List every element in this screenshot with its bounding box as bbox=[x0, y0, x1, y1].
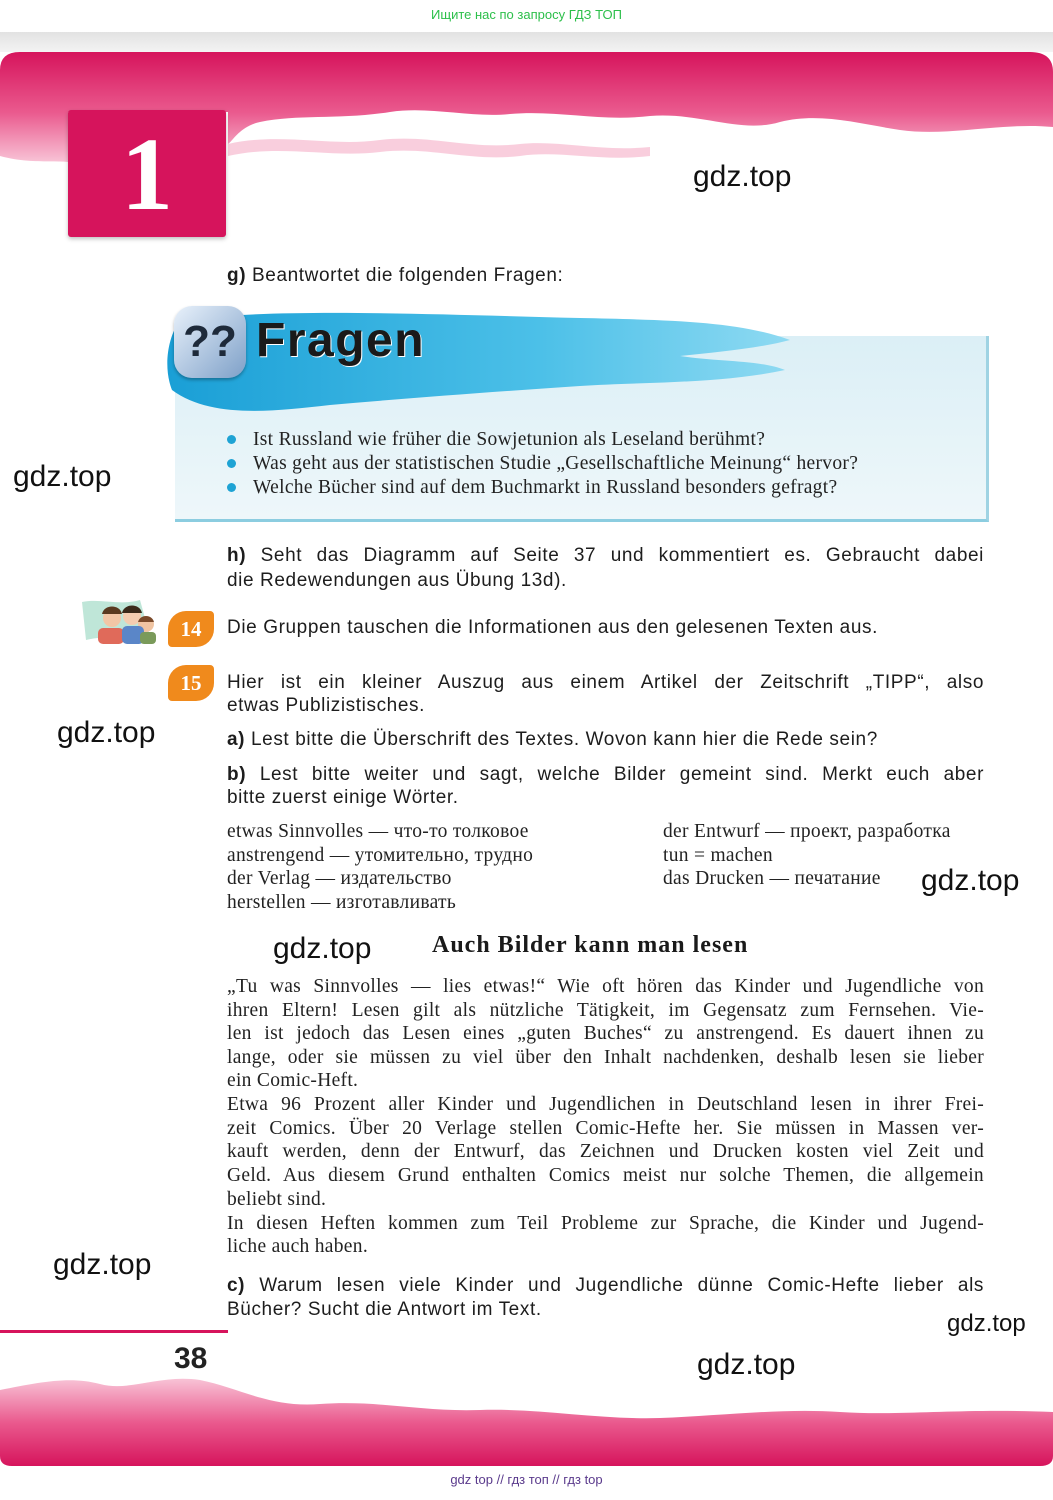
task-c-label: c) bbox=[227, 1275, 246, 1296]
bullet-dot-icon bbox=[227, 435, 236, 444]
vocab-left-1: etwas Sinnvolles — что-то толковое bbox=[227, 821, 529, 842]
bullet-dot-icon bbox=[227, 459, 236, 468]
task-h-text: Seht das Diagramm auf Seite 37 und kommentiert es. Gebraucht dabei bbox=[260, 545, 984, 566]
vocab-left-4: herstellen — изготавливать bbox=[227, 892, 457, 913]
watermark-3: gdz.top bbox=[13, 460, 112, 493]
task-g-text: Beantwortet die folgenden Fragen: bbox=[252, 265, 564, 286]
story-line-4: lange, oder sie müssen zu viel über den Inhalt nachdenken, deshalb lesen sie lieber bbox=[227, 1047, 984, 1068]
task-h-line-2: die Redewendungen aus Übung 13d). bbox=[227, 570, 567, 591]
story-title: Auch Bilder kann man lesen bbox=[432, 932, 749, 958]
vocab-left-2: anstrengend — утомительно, трудно bbox=[227, 845, 534, 866]
exercise-15-badge: 15 bbox=[168, 665, 214, 701]
story-line-8: kauft werden, denn der Entwurf, das Zeichnen und Drucken kosten viel Zeit und bbox=[227, 1141, 984, 1162]
watermark-7: gdz.top bbox=[53, 1248, 152, 1281]
story-line-11: In diesen Heften kommen zum Teil Probleme zur Sprache, die Kinder und Jugend- bbox=[227, 1213, 984, 1234]
vocab-right-3: das Drucken — печатание bbox=[663, 868, 881, 889]
watermark-6: gdz.top bbox=[273, 932, 372, 965]
task-a bbox=[227, 728, 878, 752]
question-3: Welche Bücher sind auf dem Buchmarkt in Russland besonders gefragt? bbox=[253, 477, 838, 498]
task-c-line-1 bbox=[227, 1274, 984, 1298]
header-gray-band bbox=[0, 32, 1053, 52]
page-number: 38 bbox=[174, 1342, 208, 1375]
task-h-line-1 bbox=[227, 544, 984, 568]
story-line-6: Etwa 96 Prozent aller Kinder und Jugendlichen in Deutschland lesen in ihrer Frei- bbox=[227, 1094, 984, 1115]
top-search-banner[interactable]: Ищите нас по запросу ГДЗ ТОП bbox=[431, 7, 622, 22]
story-line-10: beliebt sind. bbox=[227, 1189, 327, 1210]
watermark-1: gdz.top bbox=[693, 160, 792, 193]
watermark-8: gdz.top bbox=[947, 1310, 1026, 1337]
task-b-text: Lest bitte weiter und sagt, welche Bilder gemeint sind. Merkt euch aber bbox=[259, 764, 984, 785]
watermark-4: gdz.top bbox=[57, 716, 156, 749]
story-line-7: zeit Comics. Über 20 Verlage stellen Comic-Hefte her. Sie müssen in Massen ver- bbox=[227, 1118, 984, 1139]
footer-divider bbox=[0, 1330, 228, 1333]
bottom-links[interactable]: gdz top // гдз топ // гдз top bbox=[450, 1472, 603, 1487]
story-line-3: len ist jedoch das Lesen eines „guten Buches“ zu anstrengend. Es dauert ihnen zu bbox=[227, 1023, 984, 1044]
task-c-line-2: Bücher? Sucht die Antwort im Text. bbox=[227, 1299, 542, 1320]
watermark-5: gdz.top bbox=[921, 864, 1020, 897]
story-line-9: Geld. Aus diesem Grund enthalten Comics meist nur solche Themen, die allgemein bbox=[227, 1165, 984, 1186]
task-c-text: Warum lesen viele Kinder und Jugendliche dünne Comic-Hefte lieber als bbox=[259, 1275, 984, 1296]
task-b-label: b) bbox=[227, 764, 247, 785]
task-b-line-1 bbox=[227, 763, 984, 787]
watermark-9: gdz.top bbox=[697, 1348, 796, 1381]
question-1: Ist Russland wie früher die Sowjetunion als Leseland berühmt? bbox=[253, 429, 766, 450]
task-a-text: Lest bitte die Überschrift des Textes. Wovon kann hier die Rede sein? bbox=[251, 729, 878, 750]
task-a-label: a) bbox=[227, 729, 246, 750]
task-g-label: g) bbox=[227, 265, 247, 286]
question-2: Was geht aus der statistischen Studie „Gesellschaftliche Meinung“ hervor? bbox=[253, 453, 859, 474]
story-line-5: ein Comic-Heft. bbox=[227, 1070, 359, 1091]
group-work-icon bbox=[80, 596, 164, 648]
bullet-dot-icon bbox=[227, 483, 236, 492]
story-line-2: ihren Eltern! Lesen gilt als nützliche Tätigkeit, im Gegensatz zum Fernsehen. Vie- bbox=[227, 1000, 984, 1021]
vocab-right-1: der Entwurf — проект, разработка bbox=[663, 821, 951, 842]
exercise-15-line-2: etwas Publizistisches. bbox=[227, 695, 425, 716]
exercise-14-text: Die Gruppen tauschen die Informationen aus den gelesenen Texten aus. bbox=[227, 617, 878, 638]
exercise-15-line-1: Hier ist ein kleiner Auszug aus einem Artikel der Zeitschrift „TIPP“, also bbox=[227, 672, 984, 693]
story-line-12: liche auch haben. bbox=[227, 1236, 368, 1257]
exercise-14-badge: 14 bbox=[168, 611, 214, 647]
task-g bbox=[227, 264, 563, 288]
footer-pink-wave bbox=[0, 1368, 1053, 1468]
fragen-title: Fragen bbox=[256, 314, 426, 367]
vocab-right-2: tun = machen bbox=[663, 845, 773, 866]
question-marks-icon: ?? bbox=[174, 306, 246, 378]
task-h-label: h) bbox=[227, 545, 247, 566]
vocab-left-3: der Verlag — издательство bbox=[227, 868, 452, 889]
story-line-1: „Tu was Sinnvolles — lies etwas!“ Wie oft hören das Kinder und Jugendliche von bbox=[227, 976, 984, 997]
task-b-line-2: bitte zuerst einige Wörter. bbox=[227, 787, 459, 808]
chapter-number-box: 1 bbox=[68, 110, 226, 237]
